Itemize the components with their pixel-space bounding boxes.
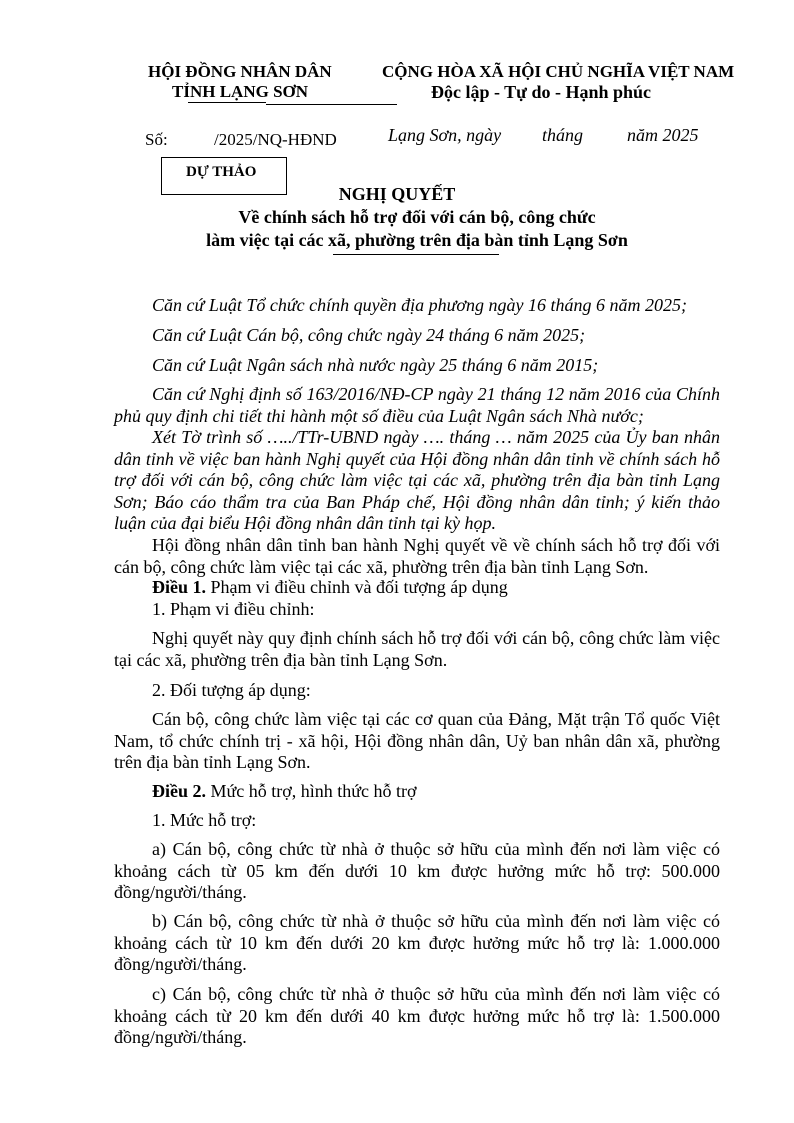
article-1-clause-2-title: 2. Đối tượng áp dụng: <box>152 680 311 700</box>
article-2-clause-1-title: 1. Mức hỗ trợ: <box>152 810 257 830</box>
title-underline <box>333 254 499 255</box>
article-2-point-a: a) Cán bộ, công chức từ nhà ở thuộc sở hữu của mình đến nơi làm việc có khoảng cách từ 05 km đến dưới 10 km được hưởng mức hỗ trợ: 500.000 đồng/người/tháng. <box>114 839 720 902</box>
agency-province: TỈNH LẠNG SƠN <box>172 82 309 101</box>
article-2-label: Điều 2. <box>152 781 206 801</box>
legal-basis-3: Căn cứ Luật Ngân sách nhà nước ngày 25 tháng 6 năm 2015; <box>152 355 599 375</box>
article-2-point-b: b) Cán bộ, công chức từ nhà ở thuộc sở hữu của mình đến nơi làm việc có khoảng cách từ 10 km đến dưới 20 km được hưởng mức hỗ trợ là: 1.000.000 đồng/người/tháng. <box>114 911 720 974</box>
document-number: /2025/NQ-HĐND <box>214 130 337 149</box>
legal-basis-2: Căn cứ Luật Cán bộ, công chức ngày 24 tháng 6 năm 2025; <box>152 325 586 345</box>
article-1-clause-1-text: Nghị quyết này quy định chính sách hỗ trợ đối với cán bộ, công chức làm việc tại các xã, phường trên địa bàn tỉnh Lạng Sơn. <box>114 628 720 670</box>
article-1-heading <box>152 577 508 598</box>
date-month: tháng <box>542 125 584 145</box>
place-date: Lạng Sơn, ngày <box>388 125 502 145</box>
agency-underline <box>188 102 266 103</box>
draft-label: DỰ THẢO <box>186 164 257 180</box>
document-subtitle-1: Về chính sách hỗ trợ đối với cán bộ, công chức <box>238 207 596 227</box>
header-divider <box>266 104 397 105</box>
legal-basis-4: Căn cứ Nghị định số 163/2016/NĐ-CP ngày 21 tháng 12 năm 2016 của Chính phủ quy định chi tiết thi hành một số điều của Luật Ngân sách Nhà nước; <box>114 384 720 426</box>
article-2-point-c: c) Cán bộ, công chức từ nhà ở thuộc sở hữu của mình đến nơi làm việc có khoảng cách từ 20 km đến dưới 40 km được hưởng mức hỗ trợ là: 1.500.000 đồng/người/tháng. <box>114 984 720 1047</box>
article-1-clause-2-text: Cán bộ, công chức làm việc tại các cơ quan của Đảng, Mặt trận Tổ quốc Việt Nam, tổ chức chính trị - xã hội, Hội đồng nhân dân, Uỷ ban nhân dân xã, phường trên địa bàn tỉnh Lạng Sơn. <box>114 709 720 772</box>
document-number-label: Số: <box>145 130 168 149</box>
article-2-title: Mức hỗ trợ, hình thức hỗ trợ <box>206 781 417 801</box>
promulgation-text: Hội đồng nhân dân tỉnh ban hành Nghị quyết về về chính sách hỗ trợ đối với cán bộ, công chức làm việc tại các xã, phường trên địa bàn tỉnh Lạng Sơn. <box>114 535 720 577</box>
document-title: NGHỊ QUYẾT <box>338 184 456 204</box>
agency-name: HỘI ĐỒNG NHÂN DÂN <box>148 62 332 81</box>
article-2-heading <box>152 781 417 802</box>
article-1-clause-1-title: 1. Phạm vi điều chỉnh: <box>152 599 315 619</box>
national-title: CỘNG HÒA XÃ HỘI CHỦ NGHĨA VIỆT NAM <box>382 62 735 81</box>
article-1-label: Điều 1. <box>152 577 206 597</box>
document-subtitle-2: làm việc tại các xã, phường trên địa bàn tỉnh Lạng Sơn <box>206 230 628 250</box>
article-1-title: Phạm vi điều chỉnh và đối tượng áp dụng <box>206 577 508 597</box>
national-motto: Độc lập - Tự do - Hạnh phúc <box>431 82 652 102</box>
date-year: năm 2025 <box>627 125 699 145</box>
legal-basis-1: Căn cứ Luật Tổ chức chính quyền địa phương ngày 16 tháng 6 năm 2025; <box>152 295 688 315</box>
legal-basis-5: Xét Tờ trình số …../TTr-UBND ngày …. tháng … năm 2025 của Ủy ban nhân dân tỉnh về việc ban hành Nghị quyết của Hội đồng nhân dân tỉnh về chính sách hỗ trợ đối với cán bộ, công chức làm việc tại các xã, phường trên địa bàn tỉnh Lạng Sơn; Báo cáo thẩm tra của Ban Pháp chế, Hội đồng nhân dân tỉnh; ý kiến thảo luận của đại biểu Hội đồng nhân dân tỉnh tại kỳ họp. <box>114 427 720 533</box>
